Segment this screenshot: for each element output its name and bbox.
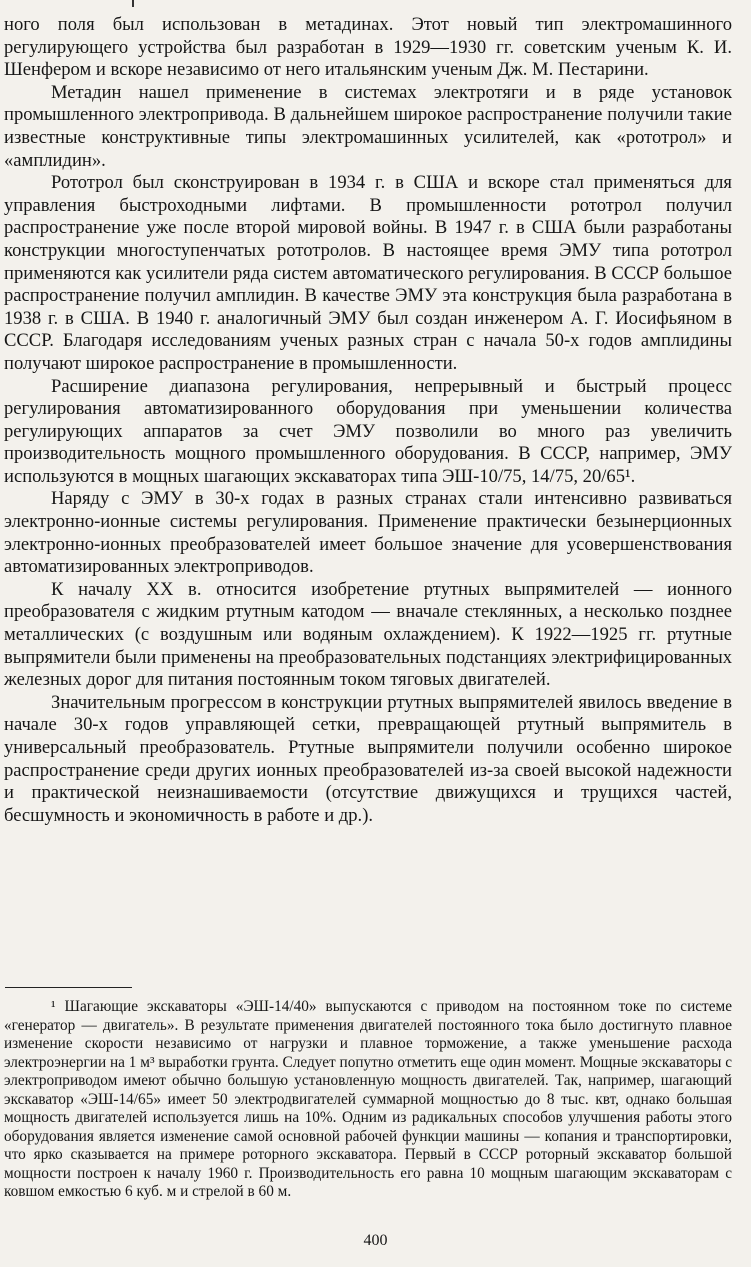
paragraph-7: Значительным прогрессом в конструкции ртутных выпрямителей явилось введение в начале 30-х годов управляющей сетки, превращающей ртутный выпрямитель в универсальный преобразователь. Ртутные выпрямители получили особенно широкое распространение среди других ионных преобразователей из-за своей высокой надежности и практической неизнашиваемости (отсутствие движущихся и трущихся частей, бесшумность и экономичность в работе и др.).: [4, 691, 732, 826]
paragraph-2: Метадин нашел применение в системах электротяги и в ряде установок промышленного электропривода. В дальнейшем широкое распространение получили такие известные конструктивные типы электромашинных усилителей, как «рототрол» и «амплидин».: [4, 81, 732, 171]
footnote-separator: [5, 987, 132, 988]
footnote-text: ¹ Шагающие экскаваторы «ЭШ-14/40» выпускаются с приводом на постоянном токе по системе «генератор — двигатель». В результате применения двигателей постоянного тока было достигнуто плавное изменение скорости независимо от нагрузки и плавное торможение, а также уменьшение расхода электроэнергии на 1 м³ выработки грунта. Следует попутно отметить еще один момент. Мощные экскаваторы с электроприводом имеют обычно большую установленную мощность двигателей. Так, например, шагающий экскаватор «ЭШ-14/65» имеет 50 электродвигателей суммарной мощностью до 8 тыс. квт, однако большая мощность двигателей используется лишь на 10%. Одним из радикальных способов улучшения работы этого оборудования является изменение самой основной рабочей функции машины — копания и транспортировки, что ярко сказывается на примере роторного экскаватора. Первый в СССР роторный экскаватор большой мощности построен к началу 1960 г. Производительность его равна 10 мощным шагающим экскаваторам с ковшом емкостью 6 куб. м и стрелой в 60 м.: [4, 998, 732, 1200]
paragraph-5: Наряду с ЭМУ в 30-х годах в разных странах стали интенсивно развиваться электронно-ионные системы регулирования. Применение практически безынерционных электронно-ионных преобразователей имеет большое значение для усовершенствования автоматизированных электроприводов.: [4, 488, 732, 578]
paragraph-4: Расширение диапазона регулирования, непрерывный и быстрый процесс регулирования автоматизированного оборудования при уменьшении количества регулирующих аппаратов за счет ЭМУ позволили во много раз увеличить производительность мощного промышленного оборудования. В СССР, например, ЭМУ используются в мощных шагающих экскаваторах типа ЭШ-10/75, 14/75, 20/65¹.: [4, 375, 732, 487]
footnote-section: [4, 987, 732, 1202]
paragraph-1: ного поля был использован в метадинах. Этот новый тип электромашинного регулирующего устройства был разработан в 1929—1930 гг. советским ученым К. И. Шенфером и вскоре независимо от него итальянским ученым Дж. М. Пестарини.: [4, 14, 732, 81]
paragraph-3: Рототрол был сконструирован в 1934 г. в США и вскоре стал применяться для управления быстроходными лифтами. В промышленности рототрол получил распространение уже после второй мировой войны. В 1947 г. в США были разработаны конструкции многоступенчатых рототролов. В настоящее время ЭМУ типа рототрол применяются как усилители ряда систем автоматического регулирования. В СССР большое распространение получил амплидин. В качестве ЭМУ эта конструкция была разработана в 1938 г. в США. В 1940 г. аналогичный ЭМУ был создан инженером А. Г. Иосифьяном в СССР. Благодаря исследованиям ученых разных стран с начала 50-х годов амплидины получают широкое распространение в промышленности.: [4, 172, 732, 374]
main-text: [4, 14, 732, 827]
page-number: 400: [363, 1232, 388, 1249]
scan-speck: [132, 0, 134, 7]
paragraph-6: К началу XX в. относится изобретение ртутных выпрямителей — ионного преобразователя с жидким ртутным катодом — вначале стеклянных, а несколько позднее металлических (с воздушным или водяным охлаждением). К 1922—1925 гг. ртутные выпрямители были применены на преобразовательных подстанциях электрифицированных железных дорог для питания постоянным током тяговых двигателей.: [4, 578, 732, 691]
